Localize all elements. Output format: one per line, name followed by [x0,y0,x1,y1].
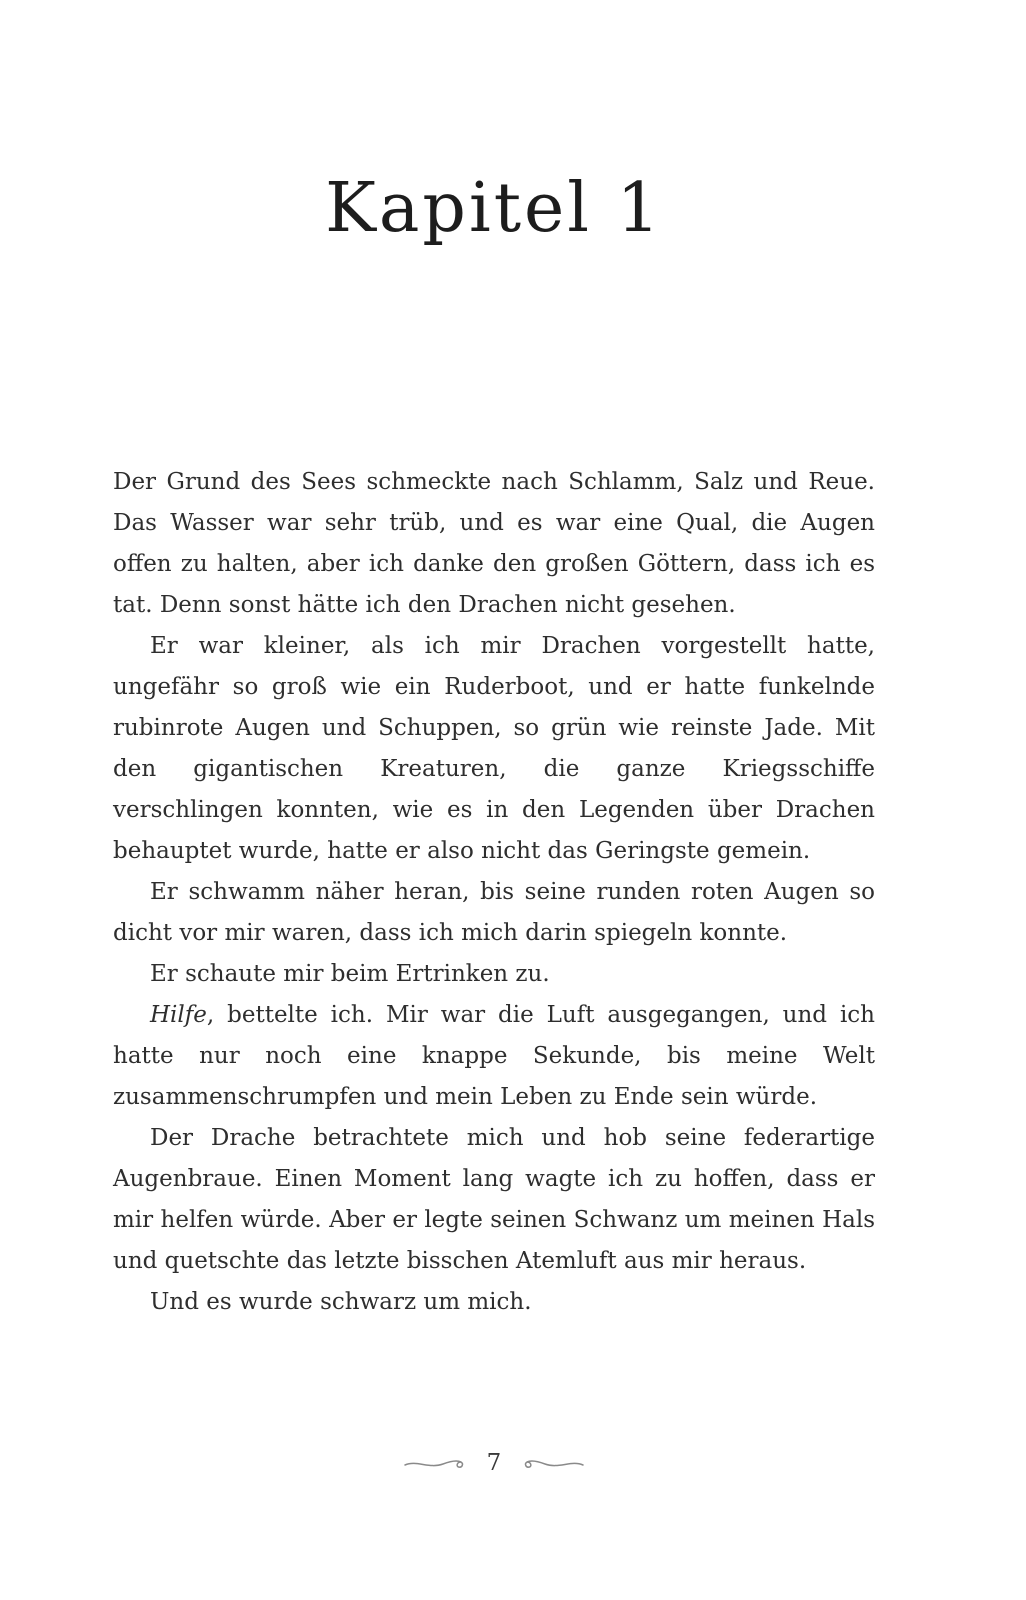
chapter-title: Kapitel 1 [325,169,663,248]
paragraph: Der Drache betrachtete mich und hob seine federartige Augenbraue. Einen Moment lang wagte ich zu hoffen, dass er mir helfen würde. Aber er legte seinen Schwanz um meinen Hals und quetschte das letzte bisschen Atemluft aus mir heraus. [113,1124,875,1274]
flourish-left-icon [403,1456,469,1472]
flourish-right-icon [519,1456,585,1472]
paragraph: Er war kleiner, als ich mir Drachen vorgestellt hatte, ungefähr so groß wie ein Ruderboot, und er hatte funkelnde rubinrote Augen und Schuppen, so grün wie reinste Jade. Mit den gigantischen Kreaturen, die ganze Kriegsschiffe verschlingen konnten, wie es in den Legenden über Drachen behauptet wurde, hatte er also nicht das Geringste gemein. [113,632,875,864]
paragraph-text: , bettelte ich. Mir war die Luft ausgegangen, und ich hatte nur noch eine knappe Sekunde, bis meine Welt zusammenschrumpfen und mein Leben zu Ende sein würde. [113,1001,875,1110]
text-column [113,0,875,1323]
page-footer [113,1452,875,1475]
body-text [113,462,875,1323]
paragraph: Der Grund des Sees schmeckte nach Schlamm, Salz und Reue. Das Wasser war sehr trüb, und es war eine Qual, die Augen offen zu halten, aber ich danke den großen Göttern, dass ich es tat. Denn sonst hätte ich den Drachen nicht gesehen. [113,468,875,618]
page-number: 7 [486,1450,502,1476]
italic-word: Hilfe [150,1001,207,1028]
paragraph: Er schaute mir beim Ertrinken zu. [150,960,550,987]
paragraph: Und es wurde schwarz um mich. [150,1288,532,1315]
paragraph: Er schwamm näher heran, bis seine runden roten Augen so dicht vor mir waren, dass ich mich darin spiegeln konnte. [113,878,875,946]
paragraph [113,995,875,1118]
